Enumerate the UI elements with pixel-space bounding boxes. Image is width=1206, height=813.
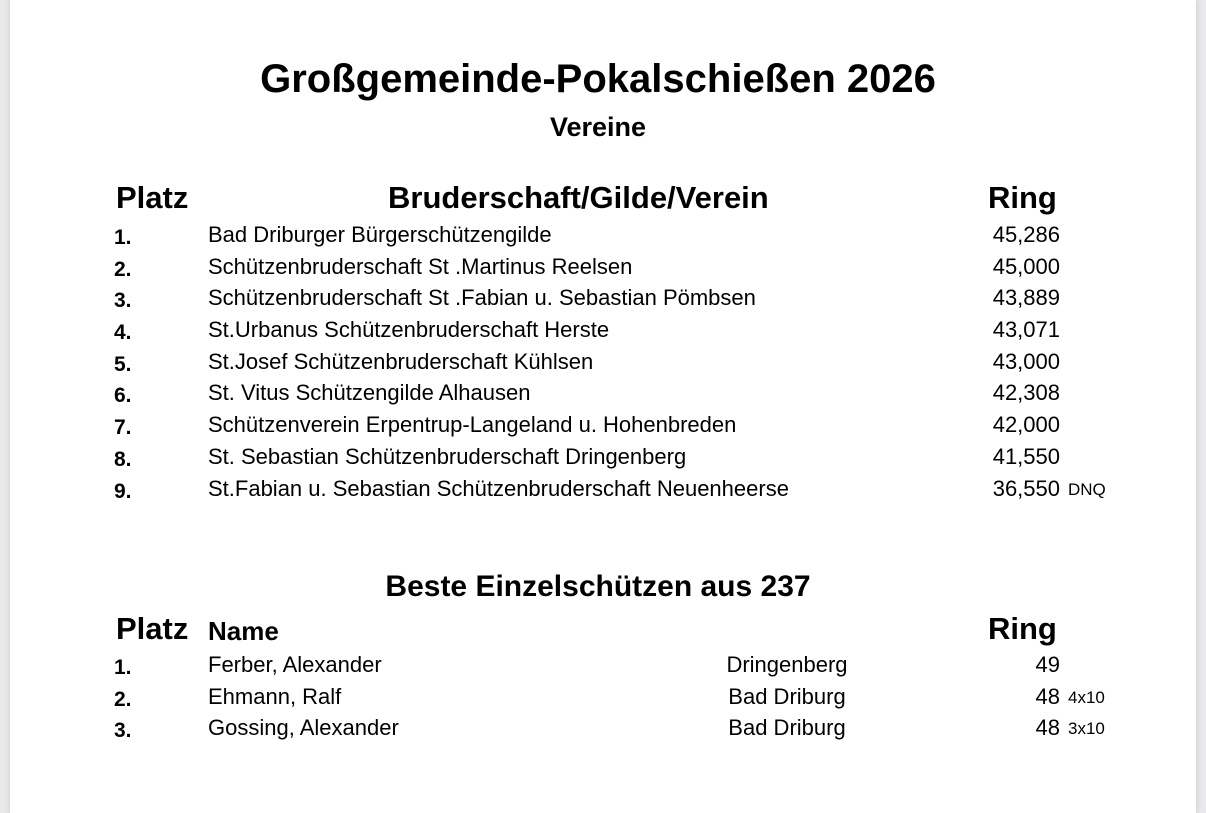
club-rank: 3. [114, 289, 132, 312]
club-ring: 43,000 [992, 349, 1060, 374]
club-row [10, 441, 1196, 473]
club-ring: 43,889 [992, 285, 1060, 310]
clubs-header-ring: Ring [988, 180, 1057, 215]
individual-rank: 2. [114, 688, 132, 711]
club-ring: 42,308 [992, 380, 1060, 405]
club-name: Schützenbruderschaft St .Martinus Reelsen [208, 254, 633, 279]
individual-note: 4x10 [1068, 688, 1105, 707]
clubs-header-club: Bruderschaft/Gilde/Verein [388, 180, 769, 215]
individual-ring: 48 [1035, 684, 1060, 709]
club-rank: 8. [114, 448, 132, 471]
club-ring: 42,000 [992, 412, 1060, 437]
club-ring: 43,071 [992, 317, 1060, 342]
individual-name: Gossing, Alexander [208, 715, 399, 740]
individual-row [10, 712, 1196, 744]
club-ring: 36,550 [992, 476, 1060, 501]
club-rank: 9. [114, 480, 132, 503]
individual-place: Bad Driburg [728, 715, 846, 740]
club-name: Schützenverein Erpentrup-Langeland u. Hohenbreden [208, 412, 737, 437]
club-row [10, 377, 1196, 409]
club-row [10, 251, 1196, 283]
individual-rank: 1. [114, 656, 132, 679]
club-row [10, 346, 1196, 378]
individuals-header-ring: Ring [988, 611, 1057, 646]
club-name: St.Urbanus Schützenbruderschaft Herste [208, 317, 610, 342]
club-name: St. Vitus Schützengilde Alhausen [208, 380, 531, 405]
individual-ring: 48 [1035, 715, 1060, 740]
club-row [10, 314, 1196, 346]
club-row [10, 282, 1196, 314]
club-rank: 5. [114, 353, 132, 376]
individual-place: Dringenberg [726, 652, 848, 677]
club-rank: 4. [114, 321, 132, 344]
individual-row [10, 649, 1196, 681]
individuals-header-name: Name [208, 616, 279, 646]
individual-ring: 49 [1035, 652, 1060, 677]
club-name: Bad Driburger Bürgerschützengilde [208, 222, 552, 247]
club-name: St. Sebastian Schützenbruderschaft Dringenberg [208, 444, 687, 469]
individuals-header-rank: Platz [116, 611, 189, 646]
club-row [10, 219, 1196, 251]
club-rank: 6. [114, 384, 132, 407]
individuals-title: Beste Einzelschützen aus 237 [385, 570, 811, 603]
club-name: St.Fabian u. Sebastian Schützenbruderschaft Neuenheerse [208, 476, 789, 501]
club-note: DNQ [1068, 480, 1106, 499]
club-name: Schützenbruderschaft St .Fabian u. Sebastian Pömbsen [208, 285, 756, 310]
club-rank: 1. [114, 226, 132, 249]
document-page [10, 0, 1196, 813]
individual-name: Ferber, Alexander [208, 652, 382, 677]
page-subtitle: Vereine [549, 112, 647, 142]
club-row [10, 409, 1196, 441]
club-ring: 45,000 [992, 254, 1060, 279]
club-ring: 41,550 [992, 444, 1060, 469]
club-rank: 7. [114, 416, 132, 439]
club-name: St.Josef Schützenbruderschaft Kühlsen [208, 349, 594, 374]
individual-rank: 3. [114, 719, 132, 742]
club-rank: 2. [114, 258, 132, 281]
clubs-header-rank: Platz [116, 180, 189, 215]
individual-note: 3x10 [1068, 719, 1105, 738]
club-row [10, 473, 1196, 505]
individual-row [10, 681, 1196, 713]
page-title: Großgemeinde-Pokalschießen 2026 [260, 57, 936, 101]
individual-place: Bad Driburg [728, 684, 846, 709]
individual-name: Ehmann, Ralf [208, 684, 342, 709]
club-ring: 45,286 [992, 222, 1060, 247]
